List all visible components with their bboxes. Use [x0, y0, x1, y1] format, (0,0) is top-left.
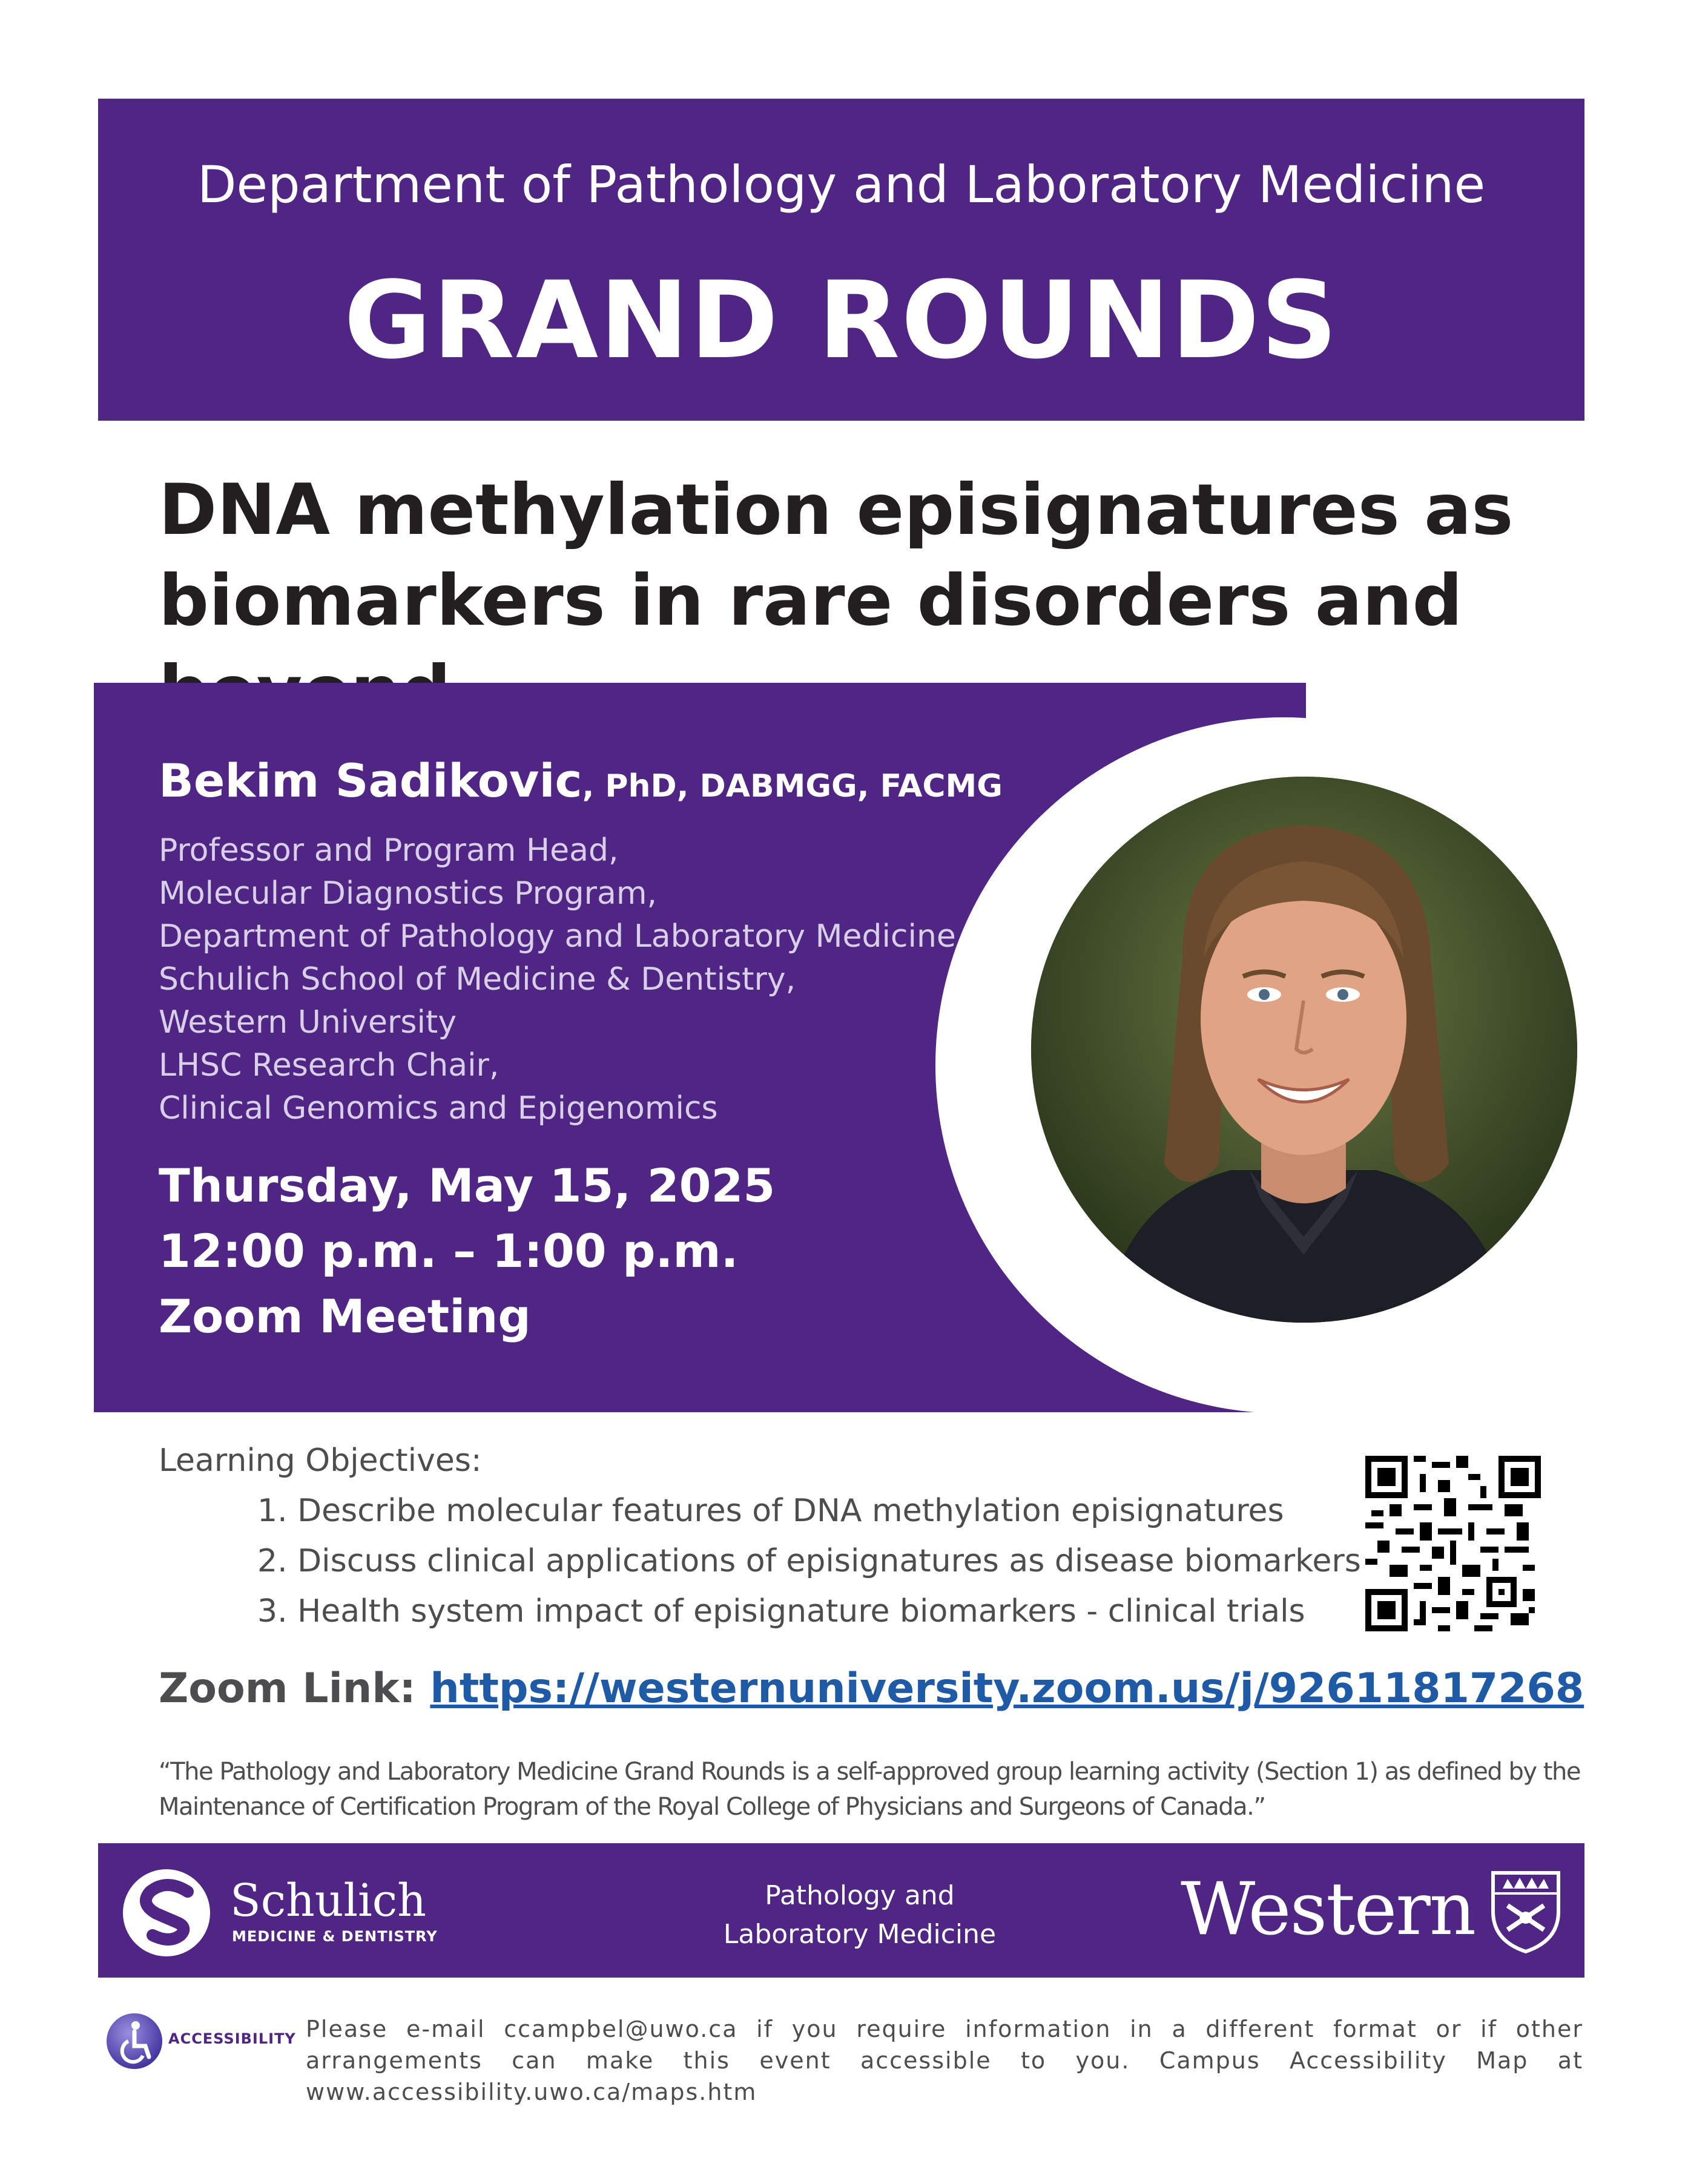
affiliation-line: Professor and Program Head,	[159, 832, 619, 869]
objective-item: 2. Discuss clinical applications of episignatures as disease biomarkers	[257, 1543, 1361, 1579]
footer-dept-line-2: Laboratory Medicine	[723, 1919, 997, 1950]
speaker-name	[159, 751, 1003, 817]
accreditation-statement: “The Pathology and Laboratory Medicine Grand Rounds is a self-approved group learning activity (Section 1) as defined by the Maintenance of Certification Program of the Royal College of Physicians and Surgeons of Canada.”	[159, 1758, 1580, 1821]
speaker-affiliations	[159, 829, 956, 1130]
grand-rounds-title: GRAND ROUNDS	[343, 258, 1339, 383]
schulich-subtitle: MEDICINE & DENTISTRY	[232, 1928, 438, 1945]
western-crest-icon	[1489, 1869, 1562, 1954]
qr-code[interactable]	[1365, 1456, 1541, 1631]
schulich-wordmark: Schulich	[230, 1875, 426, 1927]
accessibility-label: ACCESSIBILITY	[168, 2030, 296, 2047]
affiliation-line: Department of Pathology and Laboratory Medicine	[159, 918, 956, 955]
affiliation-line: Clinical Genomics and Epigenomics	[159, 1090, 718, 1127]
accessibility-icon	[104, 2011, 165, 2071]
objectives-list	[257, 1486, 1361, 1637]
footer-department	[642, 1876, 1078, 1954]
talk-title-line-2: biomarkers in rare disorders and	[159, 560, 1463, 642]
talk-title-line-1: DNA methylation episignatures as	[159, 469, 1514, 551]
speaker-credentials: , PhD, DABMGG, FACMG	[582, 768, 1003, 804]
schulich-logo-icon	[121, 1867, 218, 1958]
objective-item: 3. Health system impact of episignature biomarkers - clinical trials	[257, 1593, 1305, 1630]
zoom-link-label: Zoom Link:	[159, 1665, 430, 1712]
event-time: 12:00 p.m. – 1:00 p.m.	[159, 1224, 739, 1278]
objectives-heading: Learning Objectives:	[159, 1442, 482, 1479]
event-date: Thursday, May 15, 2025	[159, 1159, 776, 1212]
western-wordmark: Western	[1181, 1867, 1475, 1952]
affiliation-line: Western University	[159, 1004, 457, 1041]
speaker-photo	[1031, 777, 1577, 1323]
affiliation-line: LHSC Research Chair,	[159, 1047, 499, 1084]
zoom-link-line	[159, 1662, 1584, 1716]
footer-dept-line-1: Pathology and	[765, 1880, 955, 1911]
event-location: Zoom Meeting	[159, 1289, 531, 1343]
affiliation-line: Molecular Diagnostics Program,	[159, 875, 658, 912]
event-details	[159, 1153, 775, 1349]
accessibility-text: Please e-mail ccampbel@uwo.ca if you require information in a different format or if other arrangements can make this event accessible to you. Campus Accessibility Map at www.accessibility.uwo.ca/maps.htm	[306, 2016, 1583, 2105]
department-title: Department of Pathology and Laboratory Medicine	[197, 155, 1486, 214]
zoom-link[interactable]: https://westernuniversity.zoom.us/j/92611817268	[430, 1665, 1584, 1712]
affiliation-line: Schulich School of Medicine & Dentistry,	[159, 961, 796, 998]
objective-item: 1. Describe molecular features of DNA methylation episignatures	[257, 1493, 1284, 1529]
speaker-name-text: Bekim Sadikovic	[159, 754, 582, 807]
